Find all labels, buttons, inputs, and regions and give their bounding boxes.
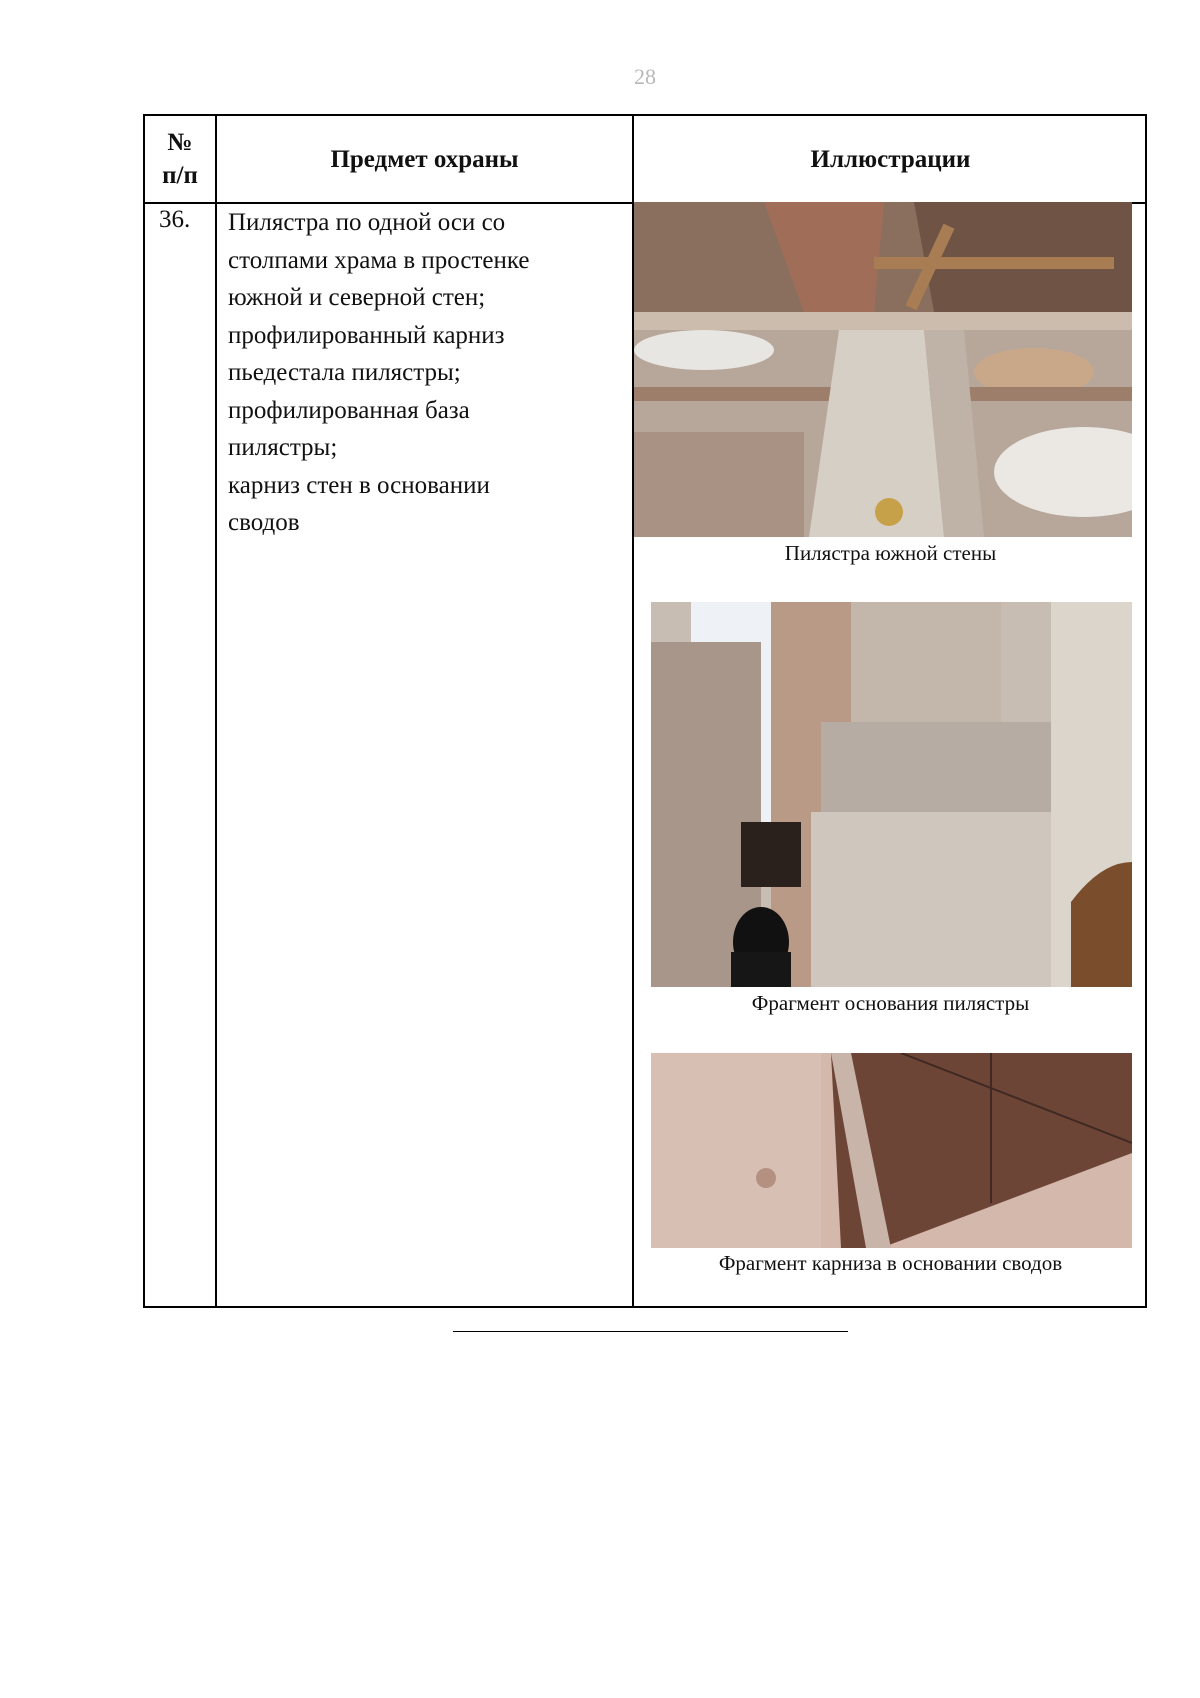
end-separator — [453, 1331, 848, 1332]
header-illustrations: Иллюстрации — [810, 145, 971, 173]
subject-text: Пилястра по одной оси со столпами храма в простенке южной и северной стен; профилированный карниз пьедестала пилястры; профилированная база пилястры; карниз стен в основании сводов — [228, 209, 530, 536]
table-divider — [215, 116, 217, 1306]
header-subject: Предмет охраны — [330, 145, 519, 173]
photo-pilaster-base-fragment — [651, 602, 1132, 987]
header-number: № п/п — [162, 129, 198, 189]
page-number: 28 — [634, 64, 656, 89]
photo-pilaster-south-wall — [634, 202, 1132, 537]
row-number: 36. — [159, 206, 191, 233]
caption: Пилястра южной стены — [784, 541, 997, 565]
caption: Фрагмент карниза в основании сводов — [718, 1251, 1063, 1275]
protection-table — [143, 114, 1147, 1308]
caption: Фрагмент основания пилястры — [751, 991, 1030, 1015]
photo-cornice-fragment — [651, 1053, 1132, 1248]
